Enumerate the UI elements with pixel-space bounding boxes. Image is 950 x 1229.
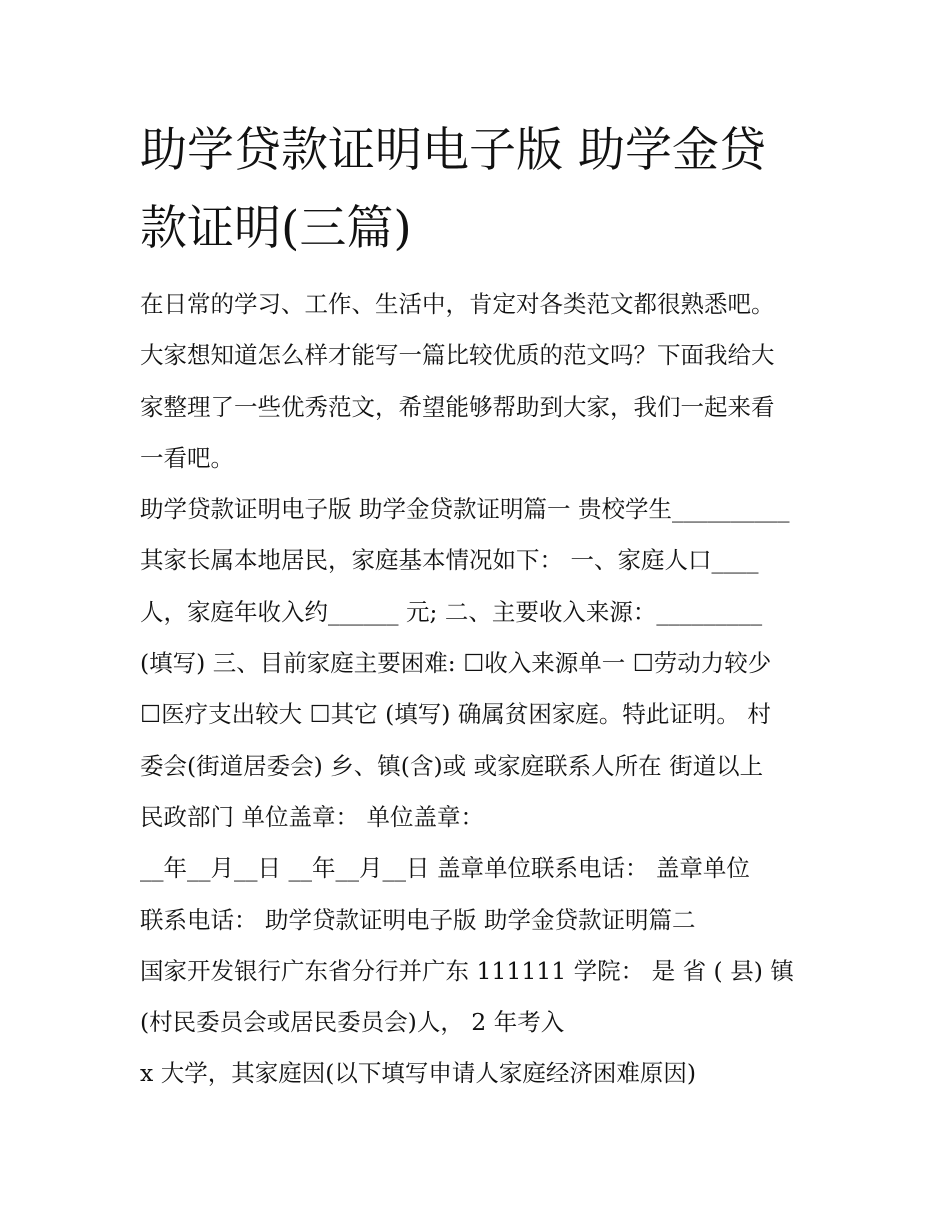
body-line: 民政部门 单位盖章： 单位盖章： [140,802,484,831]
title-line: 款证明(三篇) [140,201,412,256]
body-line: 家整理了一些优秀范文，希望能够帮助到大家，我们一起来看 [140,392,775,421]
body-line: 助学贷款证明电子版 助学金贷款证明篇一 贵校学生__________ [140,495,790,524]
body-line: 委会(街道居委会) 乡、镇(含)或 或家庭联系人所在 街道以上 [140,751,764,780]
document-body [140,279,830,1100]
body-line: 国家开发银行广东省分行并广东 111111 学院： 是 省 ( 县) 镇 [140,956,794,985]
body-line: (填写) 三、目前家庭主要困难: ☐收入来源单一 ☐劳动力较少 [140,649,772,678]
body-line: (村民委员会或居民委员会)人， 2 年考入 [140,1008,565,1037]
body-line: x 大学，其家庭因(以下填写申请人家庭经济困难原因) [140,1059,697,1088]
body-line: 人，家庭年收入约______ 元; 二、主要收入来源：_________ [140,597,763,626]
body-line: 联系电话： 助学贷款证明电子版 助学金贷款证明篇二 [140,905,696,934]
body-line: ☐医疗支出较大 ☐其它 (填写) 确属贫困家庭。特此证明。 村 [140,700,771,729]
body-line: 在日常的学习、工作、生活中，肯定对各类范文都很熟悉吧。 [140,290,775,318]
title-line: 助学贷款证明电子版 助学金贷 [140,123,766,178]
document-title [140,112,820,268]
body-line: 其家长属本地居民，家庭基本情况如下： 一、家庭人口____ [140,546,759,575]
body-line: __年__月__日 __年__月__日 盖章单位联系电话： 盖章单位 [140,854,750,883]
body-line: 一看吧。 [140,443,234,472]
body-line: 大家想知道怎么样才能写一篇比较优质的范文吗？下面我给大 [140,341,775,370]
